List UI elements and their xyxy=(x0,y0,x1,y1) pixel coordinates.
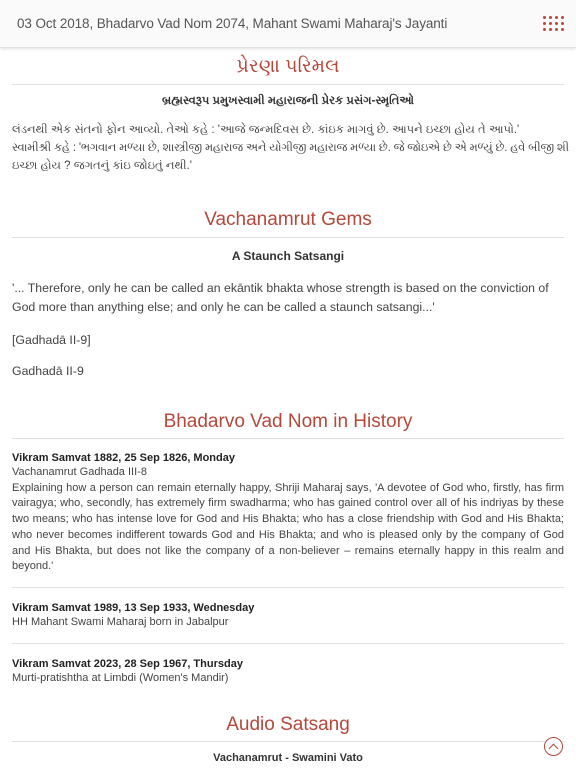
divider xyxy=(12,438,564,439)
grid-dots-icon[interactable] xyxy=(543,16,563,32)
audio-title: Audio Satsang xyxy=(226,714,350,736)
divider xyxy=(12,84,564,85)
date-title: 03 Oct 2018, Bhadarvo Vad Nom 2074, Mahant Swami Maharaj's Jayanti xyxy=(17,16,448,31)
prerna-line-1: લંડનથી એક સંતનો ફોન આવ્યો. તેઓ કહે : 'આજે જન્મદિવસ છે. કાંઇક માગવું છે. આપને ઇચ્છા હોય તે આપો.' xyxy=(12,124,520,136)
history-item-date: Vikram Samvat 2023, 28 Sep 1967, Thursday xyxy=(12,657,243,670)
prerna-line-2: સ્વામીશ્રી કહે : 'ભગવાન મળ્યા છે, શાસ્ત્રીજી મહારાજ અને યોગીજી મહારાજ મળ્યા છે. જે જોઇએ છે એ મળ્યું છે. હવે બીજી શી xyxy=(12,142,569,154)
divider xyxy=(12,643,564,644)
history-item xyxy=(0,658,576,687)
history-item-heading[interactable]: Vachanamrut Gadhada III-8 xyxy=(12,466,147,478)
top-bar xyxy=(0,0,576,48)
history-item-date: Vikram Samvat 1882, 25 Sep 1826, Monday xyxy=(12,452,235,464)
gems-reference: Gadhadā II-9 xyxy=(12,364,84,378)
divider xyxy=(12,587,564,588)
prerna-subtitle: બ્રહ્મસ્વરૂપ પ્રમુખસ્વામી મહારાજની પ્રેરક પ્રસંગ-સ્મૃતિઓ xyxy=(161,95,415,107)
prerna-text xyxy=(0,121,576,175)
history-title: Bhadarvo Vad Nom in History xyxy=(163,411,413,432)
prerna-line-3: ઇચ્છા હોય ? જગતનું કાંઇ જોઇતું નથી.' xyxy=(12,160,192,172)
content xyxy=(0,48,576,764)
history-item-date: Vikram Samvat 1989, 13 Sep 1933, Wednesday xyxy=(12,601,255,614)
divider xyxy=(12,237,564,238)
gems-reference-bracketed: [Gadhadā II-9] xyxy=(12,333,91,347)
history-item xyxy=(0,602,576,631)
prerna-title: પ્રેરણા પરિમલ xyxy=(236,56,340,77)
gems-title: Vachanamrut Gems xyxy=(204,209,372,230)
history-item-text: Explaining how a person can remain eternally happy, Shriji Maharaj says, 'A devotee of God who, firstly, has firm vairagya; who, secondly, has extremely firm swadharma; who has gained control over all of his indriyas by these two means; who has intense love for God and His Bhakta; who has a close friendship with God and His Bhakta; who never becomes indifferent towards God and His Bhakta; and who is pleased only by the company of God and His Bhakta, but does not like the company of a non-believer – remains eternally happy in this realm and beyond.' xyxy=(12,481,564,573)
divider xyxy=(12,741,564,742)
gems-quote: '... Therefore, only he can be called an ekāntik bhakta whose strength is based on the conviction of God more than anything else; and only he can be called a staunch satsangi...' xyxy=(12,281,549,314)
audio-subtitle: Vachanamrut - Swamini Vato xyxy=(213,752,363,765)
chevron-up-circle-icon[interactable] xyxy=(544,737,563,756)
history-item-text: Murti-pratishtha at Limbdi (Women's Mandir) xyxy=(12,671,229,684)
history-item-text: HH Mahant Swami Maharaj born in Jabalpur xyxy=(12,615,229,628)
gems-subtitle: A Staunch Satsangi xyxy=(231,249,345,263)
history-item xyxy=(0,452,576,575)
